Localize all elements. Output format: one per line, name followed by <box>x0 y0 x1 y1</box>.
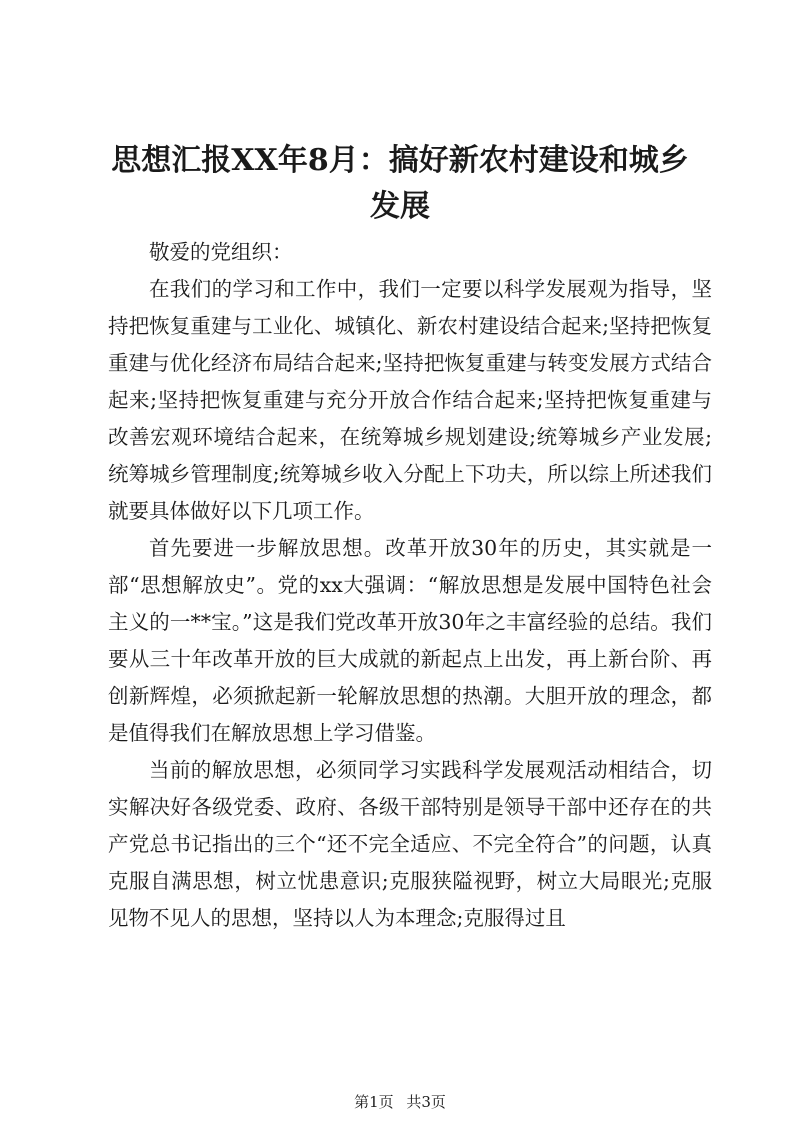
page-total: 共3页 <box>406 1093 446 1111</box>
document-body <box>108 234 712 937</box>
page-footer <box>0 1092 800 1112</box>
paragraph: 首先要进一步解放思想。改革开放30年的历史，其实就是一部“思想解放史”。党的xx大强调：“解放思想是发展中国特色社会主义的一**宝。”这是我们党改革开放30年之丰富经验的总结。我们要从三十年改革开放的巨大成就的新起点上出发，再上新台阶、再创新辉煌，必须掀起新一轮解放思想的热潮。大胆开放的理念，都是值得我们在解放思想上学习借鉴。 <box>108 536 712 745</box>
paragraph: 当前的解放思想，必须同学习实践科学发展观活动相结合，切实解决好各级党委、政府、各级干部特别是领导干部中还存在的共产党总书记指出的三个“还不完全适应、不完全符合”的问题，认真克服自满思想，树立忧患意识;克服狭隘视野，树立大局眼光;克服见物不见人的思想，坚持以人为本理念;克服得过且 <box>108 758 712 930</box>
document-title: 思想汇报XX年8月：搞好新农村建设和城乡发展 <box>111 143 689 224</box>
paragraph: 在我们的学习和工作中，我们一定要以科学发展观为指导，坚持把恢复重建与工业化、城镇化、新农村建设结合起来;坚持把恢复重建与优化经济布局结合起来;坚持把恢复重建与转变发展方式结合起来;坚持把恢复重建与充分开放合作结合起来;坚持把恢复重建与改善宏观环境结合起来，在统筹城乡规划建设;统筹城乡产业发展;统筹城乡管理制度;统筹城乡收入分配上下功夫，所以综上所述我们就要具体做好以下几项工作。 <box>108 277 712 523</box>
salutation: 敬爱的党组织： <box>149 240 293 264</box>
page-number: 第1页 <box>354 1093 394 1111</box>
